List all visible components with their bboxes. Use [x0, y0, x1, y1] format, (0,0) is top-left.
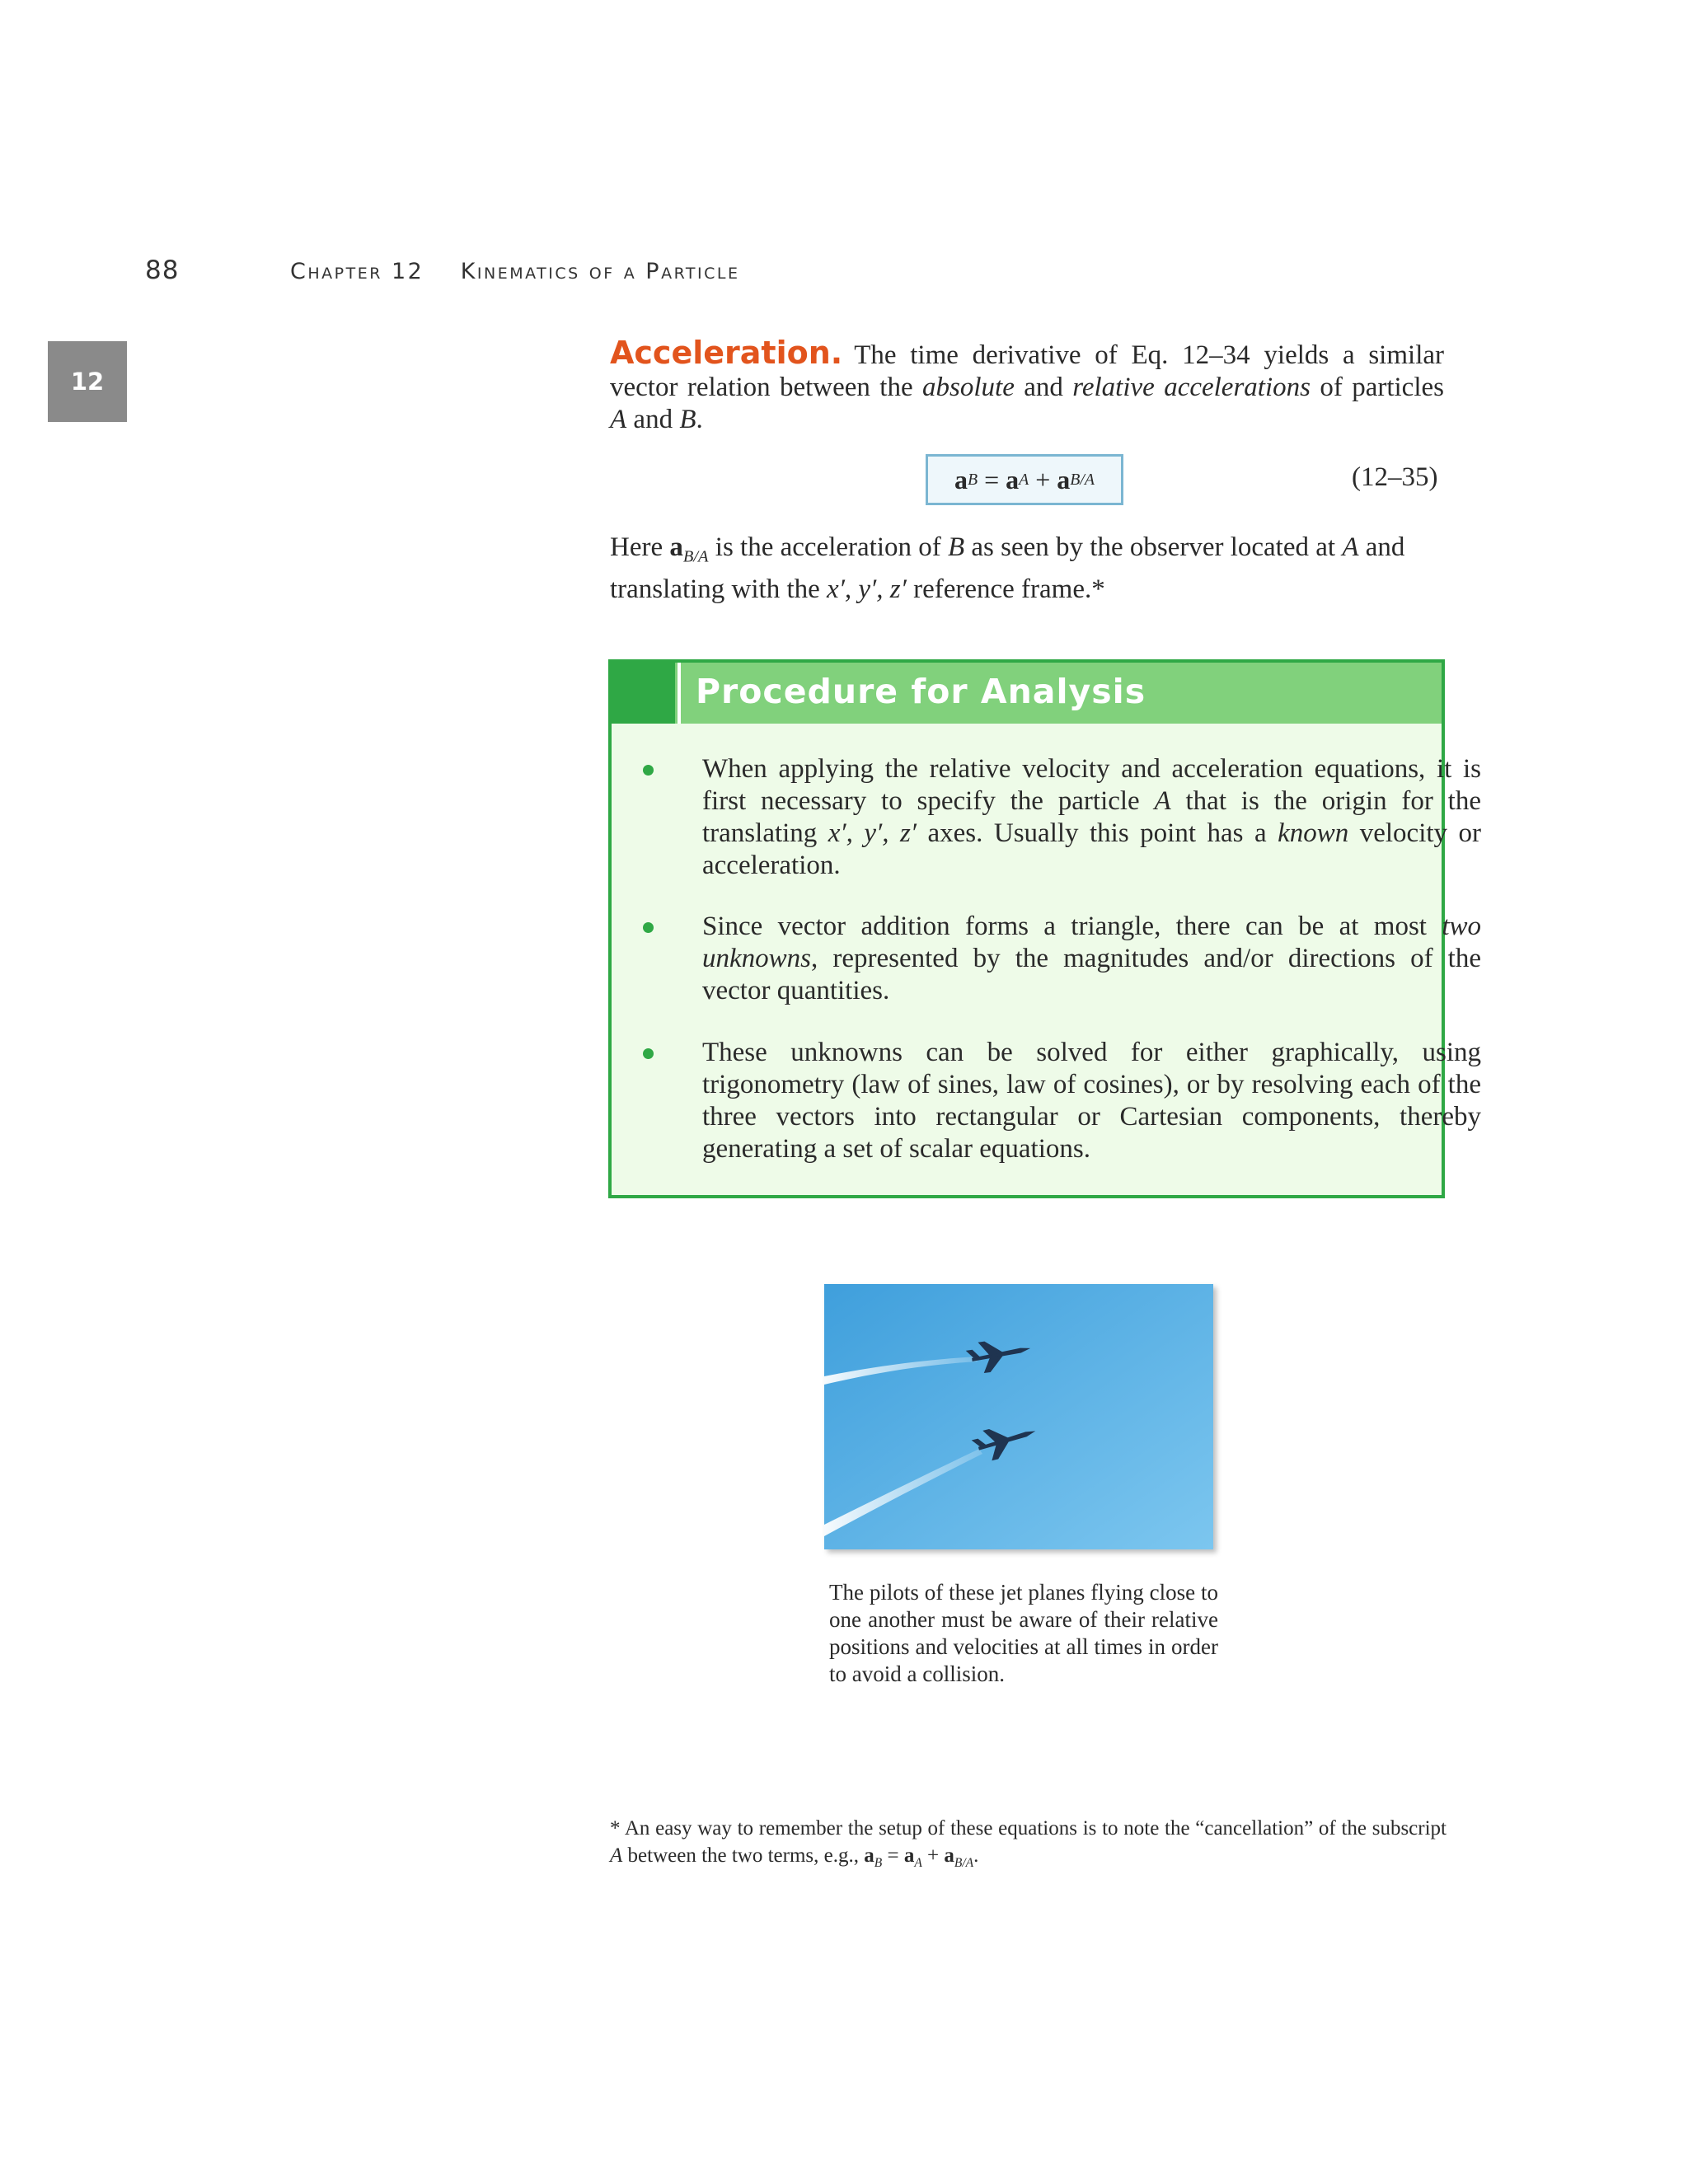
symbol: A — [610, 1844, 623, 1867]
subscript: B/A — [954, 1856, 974, 1870]
bullet-text — [702, 753, 1481, 882]
eq-symbol: a — [1057, 464, 1071, 494]
operator: = — [882, 1844, 904, 1867]
bullet-icon — [643, 922, 654, 933]
chapter-tab: 12 — [48, 341, 127, 422]
eq-operator: + — [1029, 464, 1057, 494]
symbol: a — [669, 532, 683, 562]
eq-operator: = — [978, 464, 1006, 494]
chapter-title: Kinematics of a Particle — [460, 259, 740, 284]
symbol: A — [1342, 532, 1359, 562]
eq-symbol: a — [954, 464, 968, 494]
text: , represented by the magnitudes and/or directions of the vector quantities. — [702, 944, 1481, 1005]
acceleration-paragraph — [610, 337, 1444, 436]
procedure-header-divider — [678, 663, 681, 724]
text: between the two terms, e.g., — [622, 1844, 865, 1867]
procedure-bullet — [643, 753, 1481, 882]
text: that is the origin for the translating — [702, 786, 1481, 848]
subscript: B/A — [682, 547, 709, 566]
bullet-text — [702, 911, 1481, 1007]
procedure-header-accent — [612, 663, 675, 724]
equation-box — [926, 454, 1123, 505]
subscript: A — [914, 1856, 922, 1870]
symbol: x′, y′, z′ — [827, 574, 907, 604]
eq-symbol: a — [1006, 464, 1020, 494]
text: and — [626, 405, 680, 434]
text: axes. Usually this point has a — [917, 818, 1278, 848]
text: reference frame.* — [906, 574, 1105, 604]
text: as seen by the observer located at — [964, 532, 1343, 562]
equation-number: (12–35) — [1352, 462, 1438, 492]
section-heading: Acceleration. — [610, 335, 843, 371]
symbol: B — [679, 405, 696, 434]
symbol: A — [610, 405, 627, 434]
symbol: a — [944, 1844, 954, 1867]
eq-subscript: A — [1019, 470, 1029, 489]
sky-background — [824, 1284, 1213, 1549]
text: Since vector addition forms a triangle, there can be at most — [702, 912, 1442, 941]
symbol: B — [947, 532, 965, 562]
text: and — [1014, 373, 1073, 402]
text: When applying the relative velocity and acceleration equations, it is first necessary to specify the particle — [702, 754, 1481, 816]
eq-subscript: B/A — [1070, 470, 1095, 489]
em-text: two unknowns — [702, 912, 1481, 973]
symbol: a — [903, 1844, 915, 1867]
text: is the acceleration of — [708, 532, 948, 562]
text: . — [696, 405, 703, 434]
text: . — [973, 1844, 979, 1867]
subscript: B — [874, 1856, 883, 1870]
running-head — [290, 259, 739, 284]
bullet-icon — [643, 1048, 654, 1059]
text: Here — [610, 532, 670, 562]
page-number: 88 — [145, 255, 180, 285]
footnote — [610, 1815, 1447, 1877]
eq-subscript: B — [967, 470, 978, 489]
figure-caption: The pilots of these jet planes flying close to one another must be aware of their relative positions and velocities at all times in order to avoid a collision. — [829, 1580, 1218, 1686]
explanation-paragraph — [610, 532, 1444, 606]
text: velocity or acceleration. — [702, 818, 1481, 880]
em-text: relative accelerations — [1072, 373, 1311, 402]
em-text: known — [1278, 818, 1349, 848]
text: and translating with the — [610, 532, 1405, 604]
procedure-bullet — [643, 911, 1481, 1007]
procedure-bullet — [643, 1037, 1481, 1165]
procedure-title: Procedure for Analysis — [696, 672, 1146, 711]
em-text: absolute — [922, 373, 1015, 402]
bullet-icon — [643, 765, 654, 776]
procedure-box — [608, 659, 1481, 1198]
bullet-text: These unknowns can be solved for either graphically, using trigonometry (law of sines, law of cosines), or by resolving each of the three vectors into rectangular or Cartesian components, thereby generating a set of scalar equations. — [702, 1038, 1481, 1164]
chapter-label: Chapter 12 — [290, 259, 424, 284]
symbol: A — [1154, 786, 1171, 816]
text: The time derivative of Eq. 12–34 yields a similar vector relation between the — [610, 340, 1444, 402]
symbol: x′, y′, z′ — [828, 818, 917, 848]
operator: + — [921, 1844, 945, 1867]
text: * An easy way to remember the setup of these equations is to note the “cancellation” of the subscript — [610, 1817, 1447, 1840]
jet-planes-photo — [824, 1284, 1213, 1549]
symbol: a — [864, 1844, 874, 1867]
text: of particles — [1310, 373, 1444, 402]
